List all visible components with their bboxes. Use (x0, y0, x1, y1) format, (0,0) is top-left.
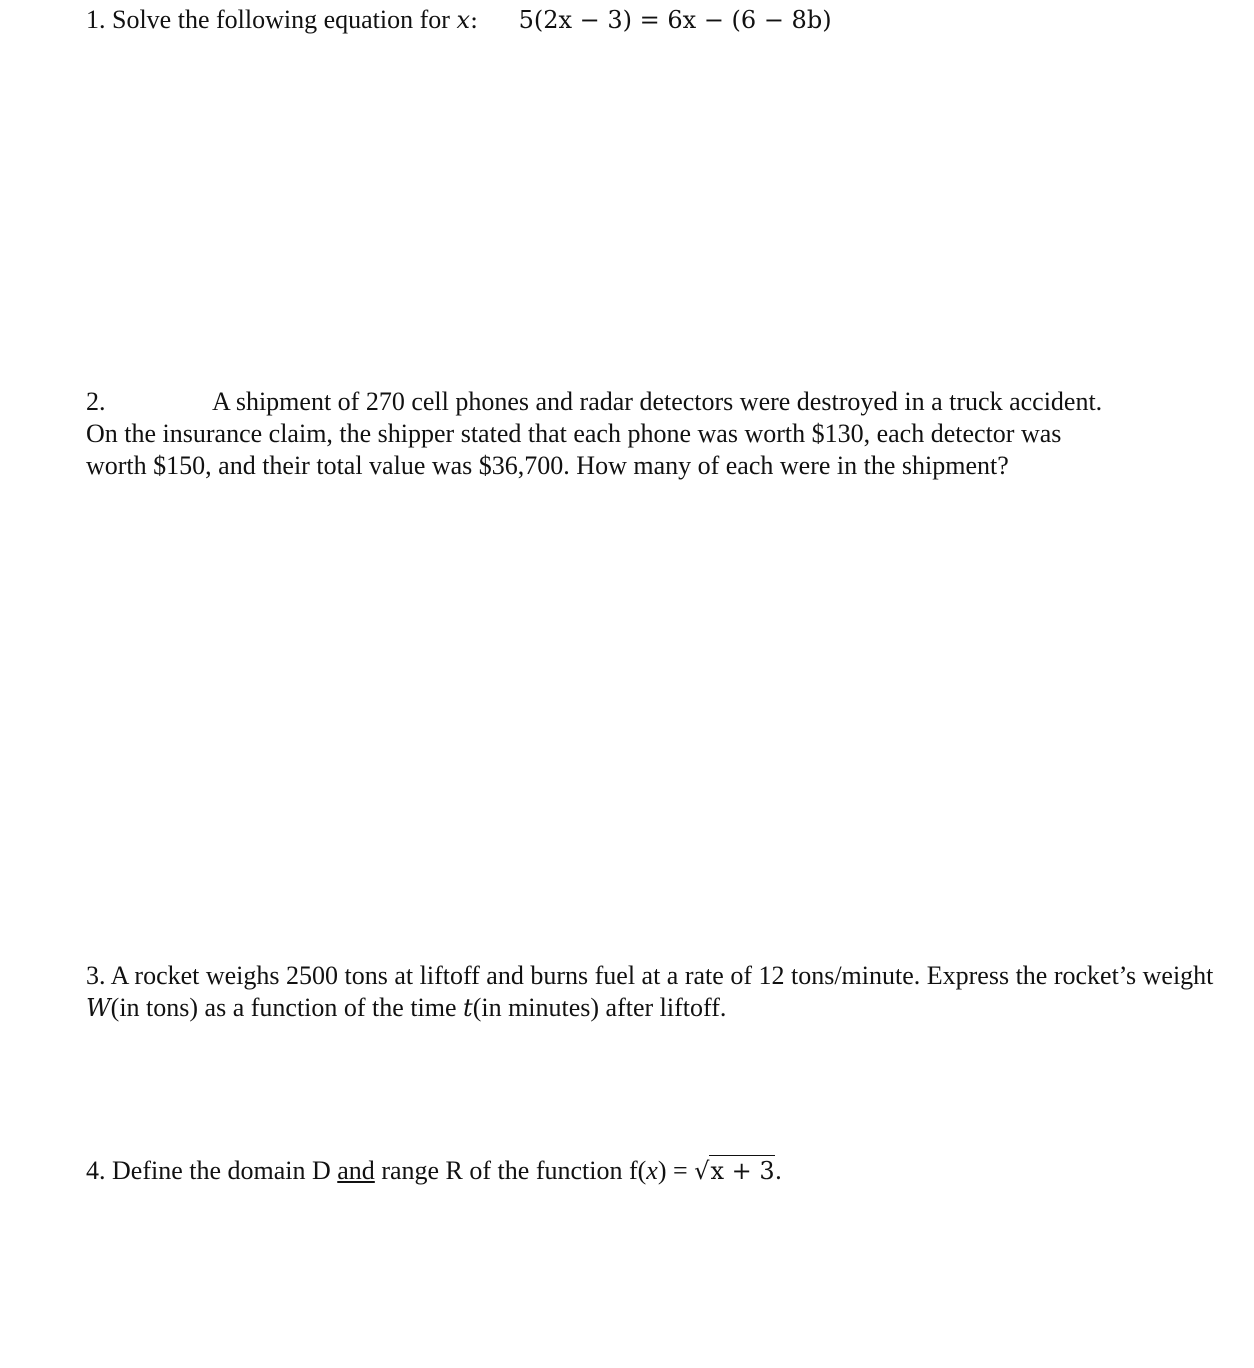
question-4-square-root (694, 1155, 774, 1185)
question-3-variable-w: W (86, 994, 111, 1022)
question-1-equation: 5(2x − 3) = 6x − (6 − 8b) (518, 6, 832, 34)
question-2-line-1: A shipment of 270 cell phones and radar detectors were destroyed in a truck accident. (212, 387, 1103, 416)
question-2-line-2: On the insurance claim, the shipper stated that each phone was worth $130, each detector was (86, 419, 1062, 448)
question-4-period: . (774, 1157, 783, 1185)
question-4-variable-x: x (646, 1156, 658, 1185)
question-3-text-2: (in tons) as a function of the time (110, 993, 457, 1022)
question-3-variable-t: t (463, 994, 473, 1022)
question-1-colon: : (469, 6, 479, 34)
question-2-line-3: worth $150, and their total value was $36,700. How many of each were in the shipment? (86, 451, 1009, 480)
question-3 (86, 960, 1226, 1024)
radical-sign: √ (694, 1157, 710, 1185)
question-4 (86, 1155, 1226, 1187)
question-4-text-3: ) = (657, 1156, 688, 1185)
question-1-number: 1. (86, 5, 106, 34)
question-2 (86, 386, 1226, 482)
question-3-text-1: 3. A rocket weighs 2500 tons at liftoff and burns fuel at a rate of 12 tons/minute. Express the rocket’s weight (86, 961, 1214, 990)
question-2-number: 2. (86, 387, 106, 416)
question-3-text-3: (in minutes) after liftoff. (472, 993, 727, 1022)
question-4-text-1: 4. Define the domain D (86, 1156, 331, 1185)
question-1-prompt: Solve the following equation for (112, 5, 450, 34)
question-4-and-underlined: and (337, 1156, 375, 1185)
question-4-text-2: range R of the function f( (381, 1156, 647, 1185)
question-4-radicand: x + 3 (710, 1157, 775, 1185)
question-1 (86, 4, 1226, 36)
question-1-variable: x (456, 6, 470, 34)
